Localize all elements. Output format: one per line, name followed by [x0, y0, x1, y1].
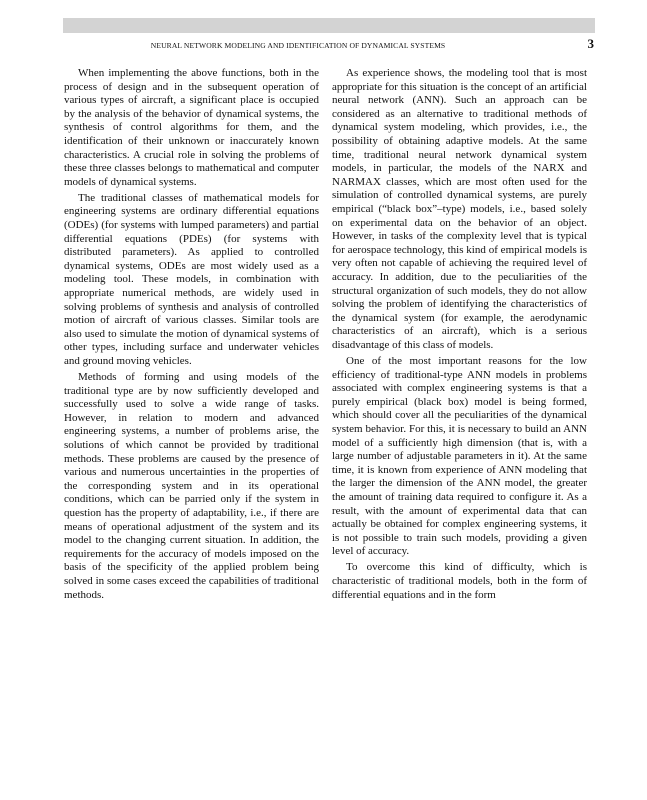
right-column [332, 67, 587, 605]
paragraph: To overcome this kind of difficulty, which is characteristic of traditional models, both in the form of differential equations and in the form [332, 561, 587, 601]
paragraph: Methods of forming and using models of the traditional type are by now sufficiently developed and successfully used to solve a wide range of tasks. However, in relation to modern and advanced engineering systems, a number of problems arise, the solutions of which cannot be provided by traditional methods. These problems are caused by the presence of various and numerous uncertainties in the properties of the corresponding system and in its operational conditions, which can be parried only if the system in question has the property of adaptability, i.e., if there are means of operational adjustment of the system and its model to the changing current situation. In addition, the requirements for the accuracy of models imposed on the basis of the specificity of the applied problem being solved in some cases exceed the capabilities of traditional methods. [64, 371, 319, 601]
page-number: 3 [587, 36, 594, 51]
paragraph: When implementing the above functions, both in the process of design and in the subsequent operation of various types of aircraft, a significant place is occupied by the analysis of the behavior of dynamical systems, the synthesis of control algorithms for them, and the identification of their unknown or inaccurately known characteristics. A crucial role in solving the problems of these three classes belongs to mathematical and computer models of dynamical systems. [64, 67, 319, 188]
left-column [64, 67, 319, 605]
paragraph: As experience shows, the modeling tool that is most appropriate for this situation is the concept of an artificial neural network (ANN). Such an approach can be considered as an alternative to traditional methods of dynamical system modeling, which provides, i.e., the possibility of obtaining adaptive models. At the same time, traditional neural network dynamical system models, in particular, the models of the NARX and NARMAX classes, which are most often used for the simulation of controlled dynamical systems, are purely empirical (“black box”–type) models, i.e., based solely on experimental data on the behavior of an object. However, in tasks of the complexity level that is typical for aerospace technology, this kind of empirical models is very often not capable of achieving the required level of accuracy. In addition, due to the peculiarities of the structural organization of such models, they do not allow solving the problem of identifying the characteristics of the dynamical system (for example, the aerodynamic characteristics of an aircraft), which is a serious disadvantage of this class of models. [332, 67, 587, 351]
running-head: NEURAL NETWORK MODELING AND IDENTIFICATION OF DYNAMICAL SYSTEMS [150, 41, 446, 50]
paragraph: One of the most important reasons for the low efficiency of traditional-type ANN models in problems associated with complex engineering systems is that a purely empirical (black box) model is being formed, which should cover all the peculiarities of the dynamical system behavior. For this, it is necessary to build an ANN model of a sufficiently high dimension (that is, with a large number of adjustable parameters in it). At the same time, it is known from experience of ANN modeling that the larger the dimension of the ANN model, the greater the amount of training data required to configure it. As a result, with the amount of experimental data that can actually be obtained for complex engineering systems, it is not possible to train such models, providing a given level of accuracy. [332, 354, 587, 558]
header-bar [63, 18, 595, 33]
paragraph: The traditional classes of mathematical models for engineering systems are ordinary differential equations (ODEs) (for systems with lumped parameters) and partial differential equations (PDEs) (for systems with distributed parameters). As applied to controlled dynamical systems, ODEs are most widely used as a modeling tool. These models, in combination with appropriate numerical methods, are widely used in solving problems of synthesis and analysis of controlled motion of aircraft of various classes. Similar tools are also used to simulate the motion of dynamical systems of other types, including surface and underwater vehicles and ground moving vehicles. [64, 191, 319, 367]
